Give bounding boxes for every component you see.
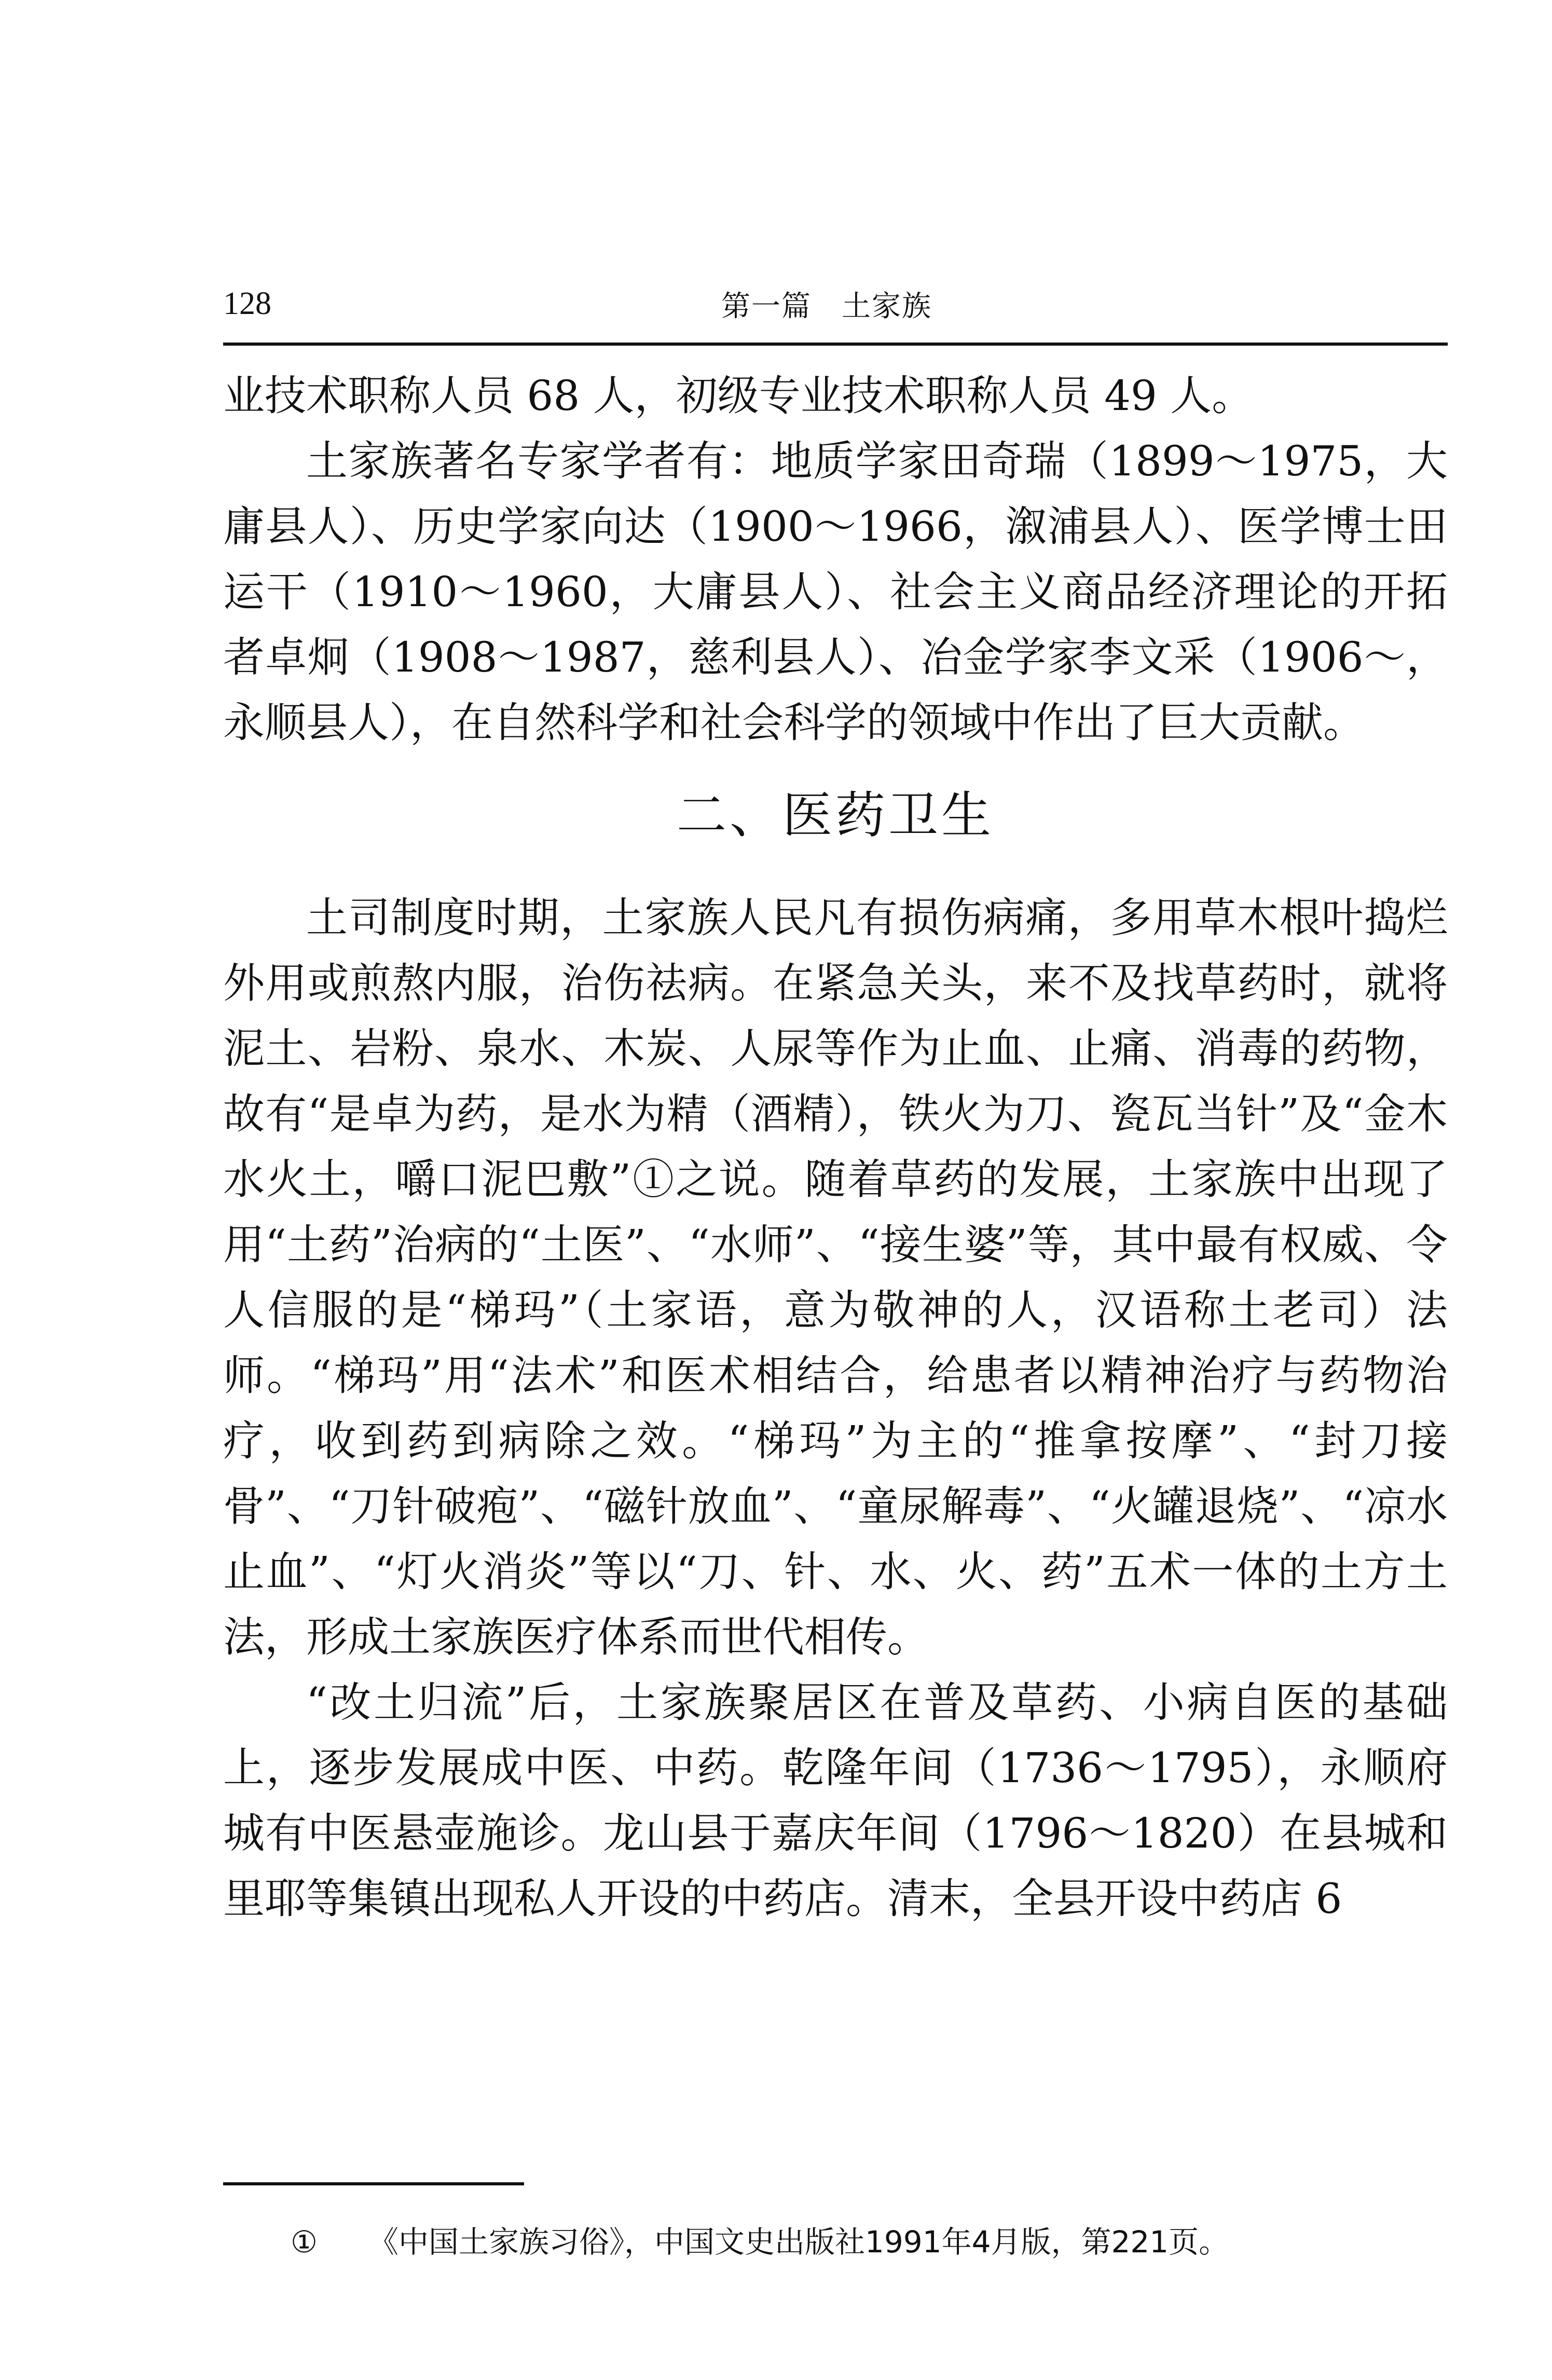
section-heading: 二、医药卫生: [677, 786, 994, 844]
running-title: 第一篇 土家族: [721, 290, 932, 323]
footnote-rule: [223, 2182, 524, 2185]
footnote-text: 《中国土家族习俗》，中国文史出版社1991年4月版，第221页。: [368, 2224, 1229, 2260]
page-header: [223, 270, 1448, 327]
page-number: 128: [223, 286, 271, 321]
paragraph-continued: 业技术职称人员 68 人，初级专业技术职称人员 49 人。: [223, 372, 1254, 420]
footnote: [291, 2221, 1432, 2263]
footnote-mark: ①: [291, 2224, 318, 2260]
paragraph-tusi-medicine: 土司制度时期，土家族人民凡有损伤病痛，多用草木根叶捣烂外用或煎熬内服，治伤祛病。在紧急关头，来不及找草药时，就将泥土、岩粉、泉水、木炭、人尿等作为止血、止痛、消毒的药物，故有“是卓为药，是水为精（酒精），铁火为刀、瓷瓦当针”及“金木水火土，嚼口泥巴敷”①之说。随着草药的发展，土家族中出现了用“土药”治病的“土医”、“水师”、“接生婆”等，其中最有权威、令人信服的是“梯玛”（土家语，意为敬神的人，汉语称土老司）法师。“梯玛”用“法术”和医术相结合，给患者以精神治疗与药物治疗，收到药到病除之效。“梯玛”为主的“推拿按摩”、“封刀接骨”、“刀针破疱”、“磁针放血”、“童尿解毒”、“火罐退烧”、“凉水止血”、“灯火消炎”等以“刀、针、水、火、药”五术一体的土方土法，形成土家族医疗体系而世代相传。: [223, 894, 1448, 1661]
paragraph-scholars: 土家族著名专家学者有：地质学家田奇瑞（1899～1975，大庸县人）、历史学家向达（1900～1966，溆浦县人）、医学博士田运干（1910～1960，大庸县人）、社会主义商品经济理论的开拓者卓炯（1908～1987，慈利县人）、冶金学家李文采（1906～，永顺县人），在自然科学和社会科学的领域中作出了巨大贡献。: [223, 437, 1448, 747]
header-rule: [223, 343, 1448, 346]
paragraph-gaitu-guiliu: “改土归流”后，土家族聚居区在普及草药、小病自医的基础上，逐步发展成中医、中药。乾隆年间（1736～1795），永顺府城有中医悬壶施诊。龙山县于嘉庆年间（1796～1820）在县城和里耶等集镇出现私人开设的中药店。清末，全县开设中药店 6: [223, 1678, 1448, 1923]
body-text: [223, 363, 1448, 1932]
